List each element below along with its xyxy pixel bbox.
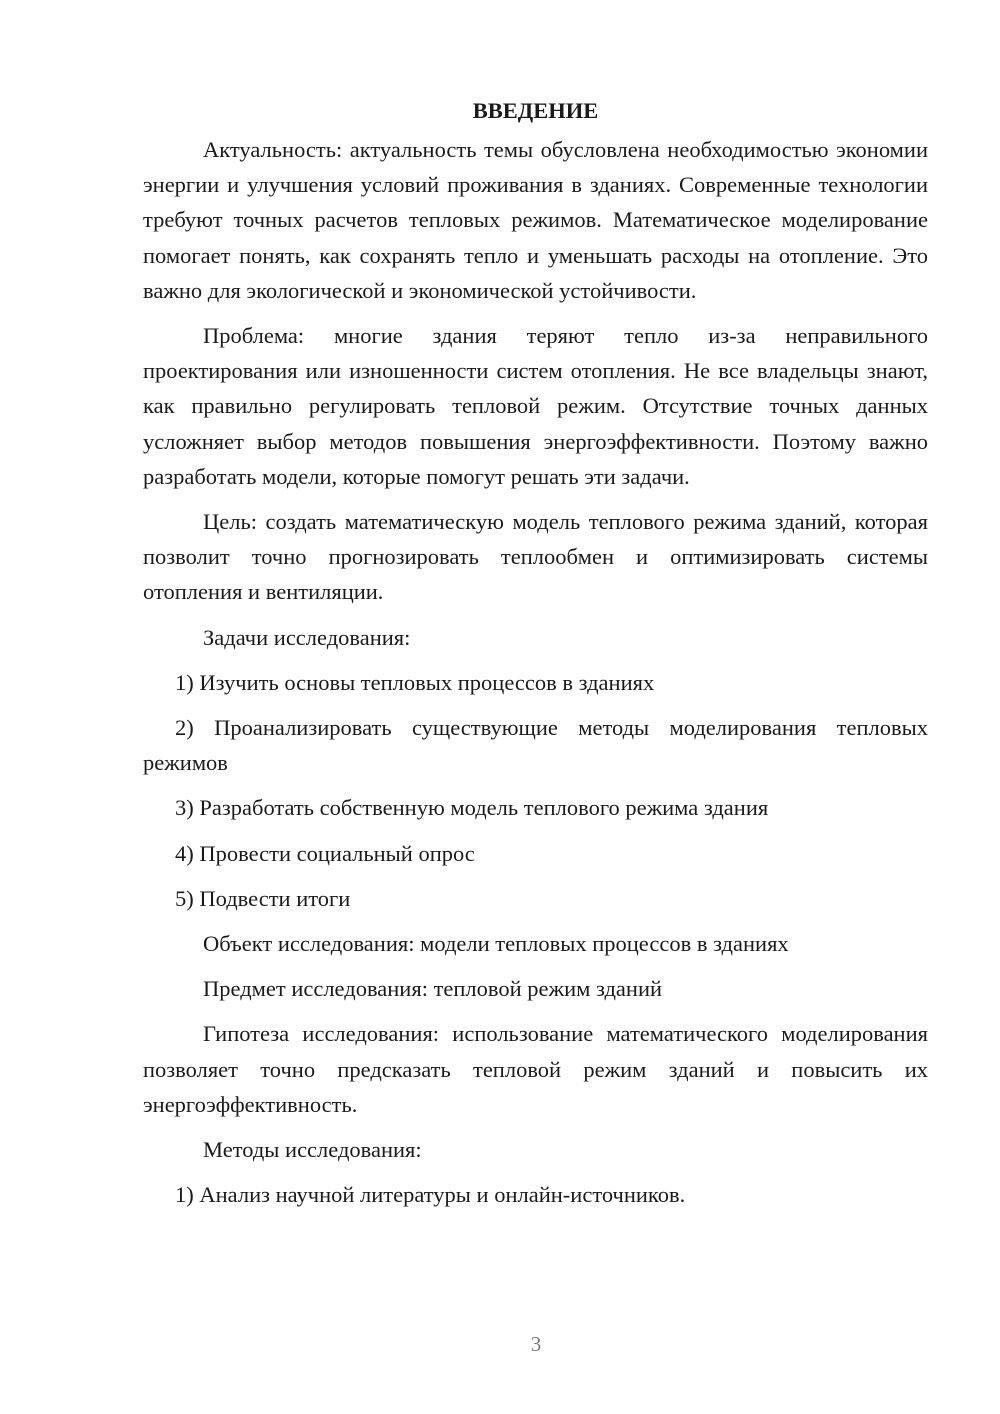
goal-paragraph: Цель: создать математическую модель теплового режима зданий, которая позволит точно прогнозировать теплообмен и оптимизировать системы отопления и вентиляции. <box>143 509 928 605</box>
task-item-1: 1) Изучить основы тепловых процессов в зданиях <box>175 669 655 695</box>
section-heading: ВВЕДЕНИЕ <box>472 98 599 123</box>
page-number: 3 <box>530 1332 542 1356</box>
page-body <box>143 92 928 1222</box>
task-item-3: 3) Разработать собственную модель теплового режима здания <box>175 795 769 821</box>
problem-paragraph: Проблема: многие здания теряют тепло из-за неправильного проектирования или изношенности систем отопления. Не все владельцы знают, как правильно регулировать тепловой режим. Отсутствие точных данных усложняет выбор методов повышения энергоэффективности. Поэтому важно разработать модели, которые помогут решать эти задачи. <box>143 323 928 489</box>
relevance-paragraph: Актуальность: актуальность темы обусловлена необходимостью экономии энергии и улучшения условий проживания в зданиях. Современные технологии требуют точных расчетов тепловых режимов. Математическое моделирование помогает понять, как сохранять тепло и уменьшать расходы на отопление. Это важно для экологической и экономической устойчивости. <box>143 137 928 303</box>
hypothesis-paragraph: Гипотеза исследования: использование математического моделирования позволяет точно предсказать тепловой режим зданий и повысить их энергоэффективность. <box>143 1021 928 1117</box>
research-subject: Предмет исследования: тепловой режим зданий <box>203 976 663 1002</box>
task-item-4: 4) Провести социальный опрос <box>175 840 475 866</box>
method-item-1: 1) Анализ научной литературы и онлайн-источников. <box>175 1182 686 1208</box>
methods-title: Методы исследования: <box>203 1137 422 1163</box>
research-object: Объект исследования: модели тепловых процессов в зданиях <box>203 931 789 957</box>
tasks-title: Задачи исследования: <box>203 624 411 650</box>
task-item-2: 2) Проанализировать существующие методы моделирования тепловых режимов <box>143 715 928 776</box>
task-item-5: 5) Подвести итоги <box>175 885 351 911</box>
